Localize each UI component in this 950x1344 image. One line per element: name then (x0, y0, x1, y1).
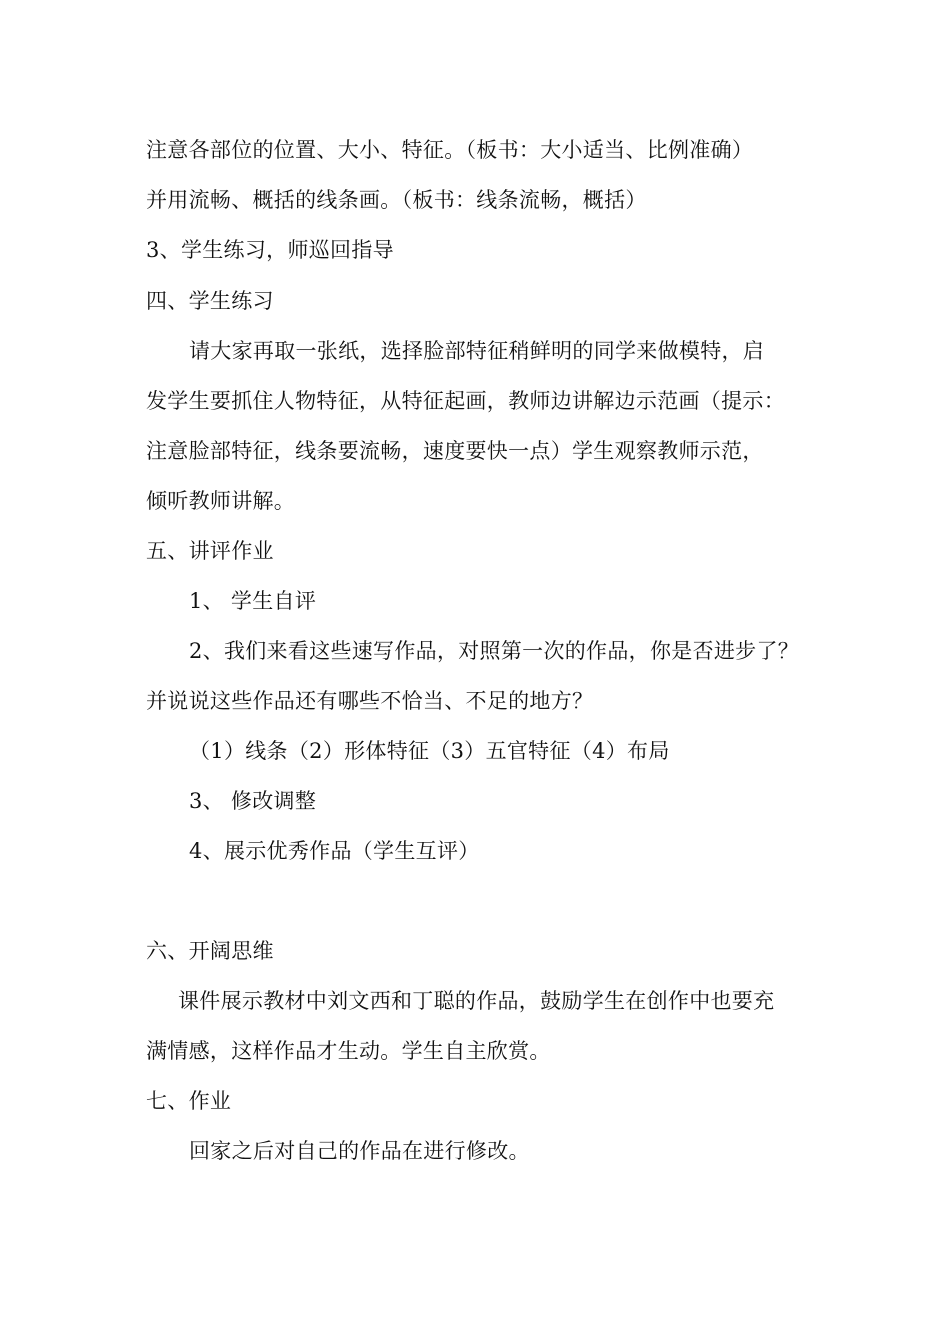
list-item: 4、展示优秀作品（学生互评） (189, 839, 480, 863)
section-heading: 七、作业 (146, 1089, 232, 1113)
text-line: 课件展示教材中刘文西和丁聪的作品，鼓励学生在创作中也要充 (178, 989, 775, 1013)
section-heading: 五、讲评作业 (146, 539, 274, 563)
text-line: 并用流畅、概括的线条画。（板书：线条流畅，概括） (146, 188, 647, 212)
list-item: （1）线条（2）形体特征（3）五官特征（4）布局 (189, 739, 670, 763)
text-line: 并说说这些作品还有哪些不恰当、不足的地方？ (146, 689, 594, 713)
text-line: 请大家再取一张纸，选择脸部特征稍鲜明的同学来做模特，启 (189, 339, 765, 363)
text-line: 倾听教师讲解。 (146, 489, 296, 513)
text-line: 注意脸部特征，线条要流畅，速度要快一点）学生观察教师示范， (146, 439, 764, 463)
text-line: 注意各部位的位置、大小、特征。（板书：大小适当、比例准确） (146, 138, 754, 162)
text-line: 发学生要抓住人物特征，从特征起画，教师边讲解边示范画（提示： (146, 389, 785, 413)
list-item: 1、 学生自评 (189, 589, 317, 613)
text-line: 3、学生练习，师巡回指导 (146, 238, 394, 262)
text-line: 回家之后对自己的作品在进行修改。 (189, 1139, 530, 1163)
list-item: 3、 修改调整 (189, 789, 317, 813)
text-line: 满情感，这样作品才生动。学生自主欣赏。 (146, 1039, 551, 1063)
list-item: 2、我们来看这些速写作品，对照第一次的作品，你是否进步了？ (189, 639, 800, 663)
section-heading: 六、开阔思维 (146, 939, 274, 963)
section-heading: 四、学生练习 (146, 289, 274, 313)
